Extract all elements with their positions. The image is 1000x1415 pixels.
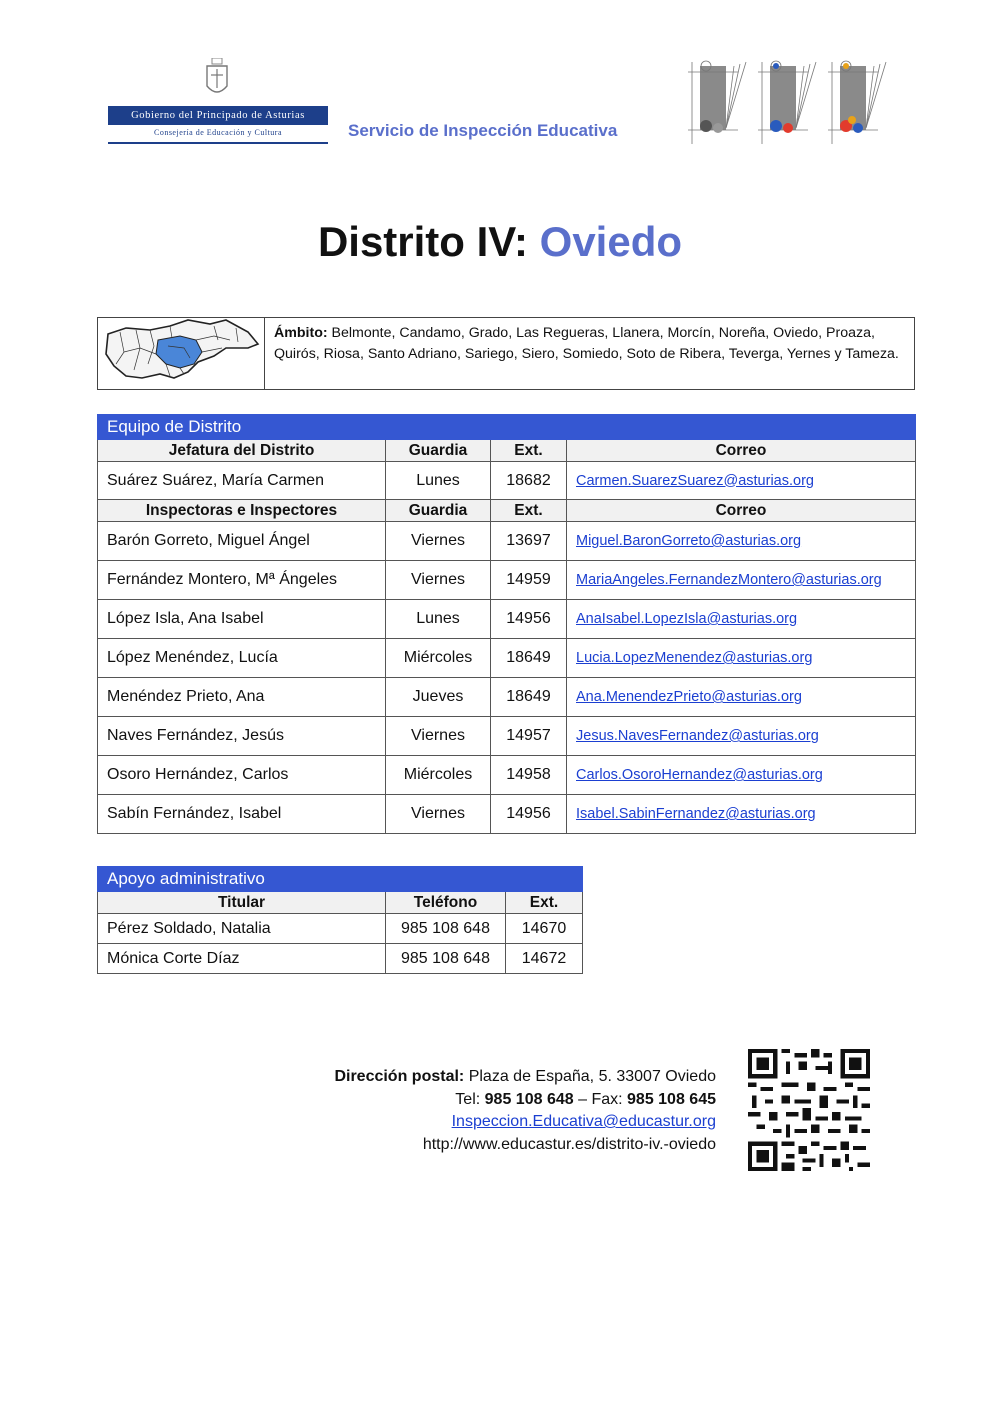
- table-row: [98, 756, 916, 795]
- guardia-day: Jueves: [386, 678, 491, 717]
- table-row: [98, 678, 916, 717]
- extension: 14956: [491, 600, 567, 639]
- extension: 13697: [491, 522, 567, 561]
- table-row: [98, 561, 916, 600]
- tel-label: Tel:: [455, 1090, 481, 1108]
- person-name: Barón Gorreto, Miguel Ángel: [98, 522, 386, 561]
- guardia-day: Lunes: [386, 600, 491, 639]
- ambito-box: [97, 317, 915, 390]
- email-link[interactable]: Jesus.NavesFernandez@asturias.org: [576, 728, 819, 744]
- person-name: López Menéndez, Lucía: [98, 639, 386, 678]
- table-row: [98, 639, 916, 678]
- header-guardia: Guardia: [386, 500, 491, 522]
- person-name: Pérez Soldado, Natalia: [98, 914, 386, 944]
- header-guardia: Guardia: [386, 440, 491, 462]
- extension: 14957: [491, 717, 567, 756]
- header-ext: Ext.: [491, 500, 567, 522]
- title-prefix: Distrito IV:: [317, 218, 528, 265]
- header-ext: Ext.: [506, 892, 583, 914]
- table-row: [98, 522, 916, 561]
- extension: 14670: [506, 914, 583, 944]
- phone-line: [334, 1089, 716, 1112]
- guardia-day: Viernes: [386, 795, 491, 834]
- email-link[interactable]: Miguel.BaronGorreto@asturias.org: [576, 533, 802, 549]
- email-link[interactable]: MariaAngeles.FernandezMontero@asturias.org: [576, 572, 882, 588]
- ambito-municipalities: Belmonte, Candamo, Grado, Las Regueras, Llanera, Morcín, Noreña, Oviedo, Proaza, Quirós, Riosa, Santo Adriano, Sariego, Siero, Somiedo, Soto de Ribera, Teverga, Yernes y Tameza.: [274, 325, 899, 362]
- website-url: http://www.educastur.es/distrito-iv.-oviedo: [422, 1135, 716, 1153]
- table-row: [98, 795, 916, 834]
- person-name: Fernández Montero, Mª Ángeles: [98, 561, 386, 600]
- table-row: [98, 462, 916, 500]
- person-name: Menéndez Prieto, Ana: [98, 678, 386, 717]
- apoyo-table: [97, 866, 583, 974]
- apoyo-caption: Apoyo administrativo: [98, 867, 583, 892]
- page-title: [0, 218, 1000, 266]
- inspection-logo-icon: [686, 58, 888, 148]
- extension: 14959: [491, 561, 567, 600]
- address-line: [334, 1066, 716, 1089]
- extension: 14956: [491, 795, 567, 834]
- district-map-icon: [98, 318, 264, 389]
- government-logo: [108, 58, 330, 148]
- table-row: [98, 717, 916, 756]
- extension: 14672: [506, 944, 583, 974]
- header-ext: Ext.: [491, 440, 567, 462]
- person-name: Suárez Suárez, María Carmen: [98, 462, 386, 500]
- guardia-day: Viernes: [386, 522, 491, 561]
- email-link[interactable]: AnaIsabel.LopezIsla@asturias.org: [576, 611, 798, 627]
- fax-label: – Fax:: [578, 1090, 623, 1108]
- guardia-day: Miércoles: [386, 639, 491, 678]
- guardia-day: Miércoles: [386, 756, 491, 795]
- service-name: Servicio de Inspección Educativa: [348, 121, 618, 140]
- guardia-day: Lunes: [386, 462, 491, 500]
- guardia-day: Viernes: [386, 561, 491, 600]
- email-link[interactable]: Carmen.SuarezSuarez@asturias.org: [576, 472, 814, 489]
- qr-code-icon: [748, 1049, 870, 1171]
- header-correo: Correo: [567, 500, 916, 522]
- tel-value: 985 108 648: [484, 1090, 574, 1108]
- fax-value: 985 108 645: [627, 1090, 716, 1108]
- person-name: Osoro Hernández, Carlos: [98, 756, 386, 795]
- table-row: [98, 600, 916, 639]
- extension: 14958: [491, 756, 567, 795]
- header-correo: Correo: [567, 440, 916, 462]
- equipo-caption: Equipo de Distrito: [98, 415, 916, 440]
- header-titular: Titular: [98, 892, 386, 914]
- ambito-text: [274, 323, 904, 365]
- gov-department: Consejería de Educación y Cultura: [153, 128, 283, 137]
- email-link[interactable]: Lucia.LopezMenendez@asturias.org: [576, 650, 813, 666]
- extension: 18649: [491, 678, 567, 717]
- header-telefono: Teléfono: [386, 892, 506, 914]
- gov-name: Gobierno del Principado de Asturias: [108, 106, 328, 125]
- ambito-label: Ámbito:: [274, 325, 328, 341]
- email-link[interactable]: Isabel.SabinFernandez@asturias.org: [576, 806, 816, 822]
- extension: 18649: [491, 639, 567, 678]
- table-row: [98, 914, 583, 944]
- email-link[interactable]: Ana.MenendezPrieto@asturias.org: [576, 689, 802, 705]
- person-name: López Isla, Ana Isabel: [98, 600, 386, 639]
- address-value: Plaza de España, 5. 33007 Oviedo: [468, 1068, 716, 1085]
- person-name: Mónica Corte Díaz: [98, 944, 386, 974]
- contact-email-link[interactable]: Inspeccion.Educativa@educastur.org: [451, 1113, 716, 1130]
- email-link[interactable]: Carlos.OsoroHernandez@asturias.org: [576, 767, 823, 783]
- district-map: [98, 318, 265, 389]
- address-label: Dirección postal:: [334, 1068, 465, 1085]
- table-row: [98, 944, 583, 974]
- extension: 18682: [491, 462, 567, 500]
- person-name: Naves Fernández, Jesús: [98, 717, 386, 756]
- phone: 985 108 648: [386, 944, 506, 974]
- equipo-table: [97, 414, 916, 834]
- header-jefatura: Jefatura del Distrito: [98, 440, 386, 462]
- phone: 985 108 648: [386, 914, 506, 944]
- contact-block: [334, 1066, 716, 1156]
- guardia-day: Viernes: [386, 717, 491, 756]
- divider: [108, 142, 328, 144]
- person-name: Sabín Fernández, Isabel: [98, 795, 386, 834]
- header-inspectores: Inspectoras e Inspectores: [98, 500, 386, 522]
- coat-of-arms-icon: [203, 58, 231, 100]
- title-city: Oviedo: [539, 218, 683, 265]
